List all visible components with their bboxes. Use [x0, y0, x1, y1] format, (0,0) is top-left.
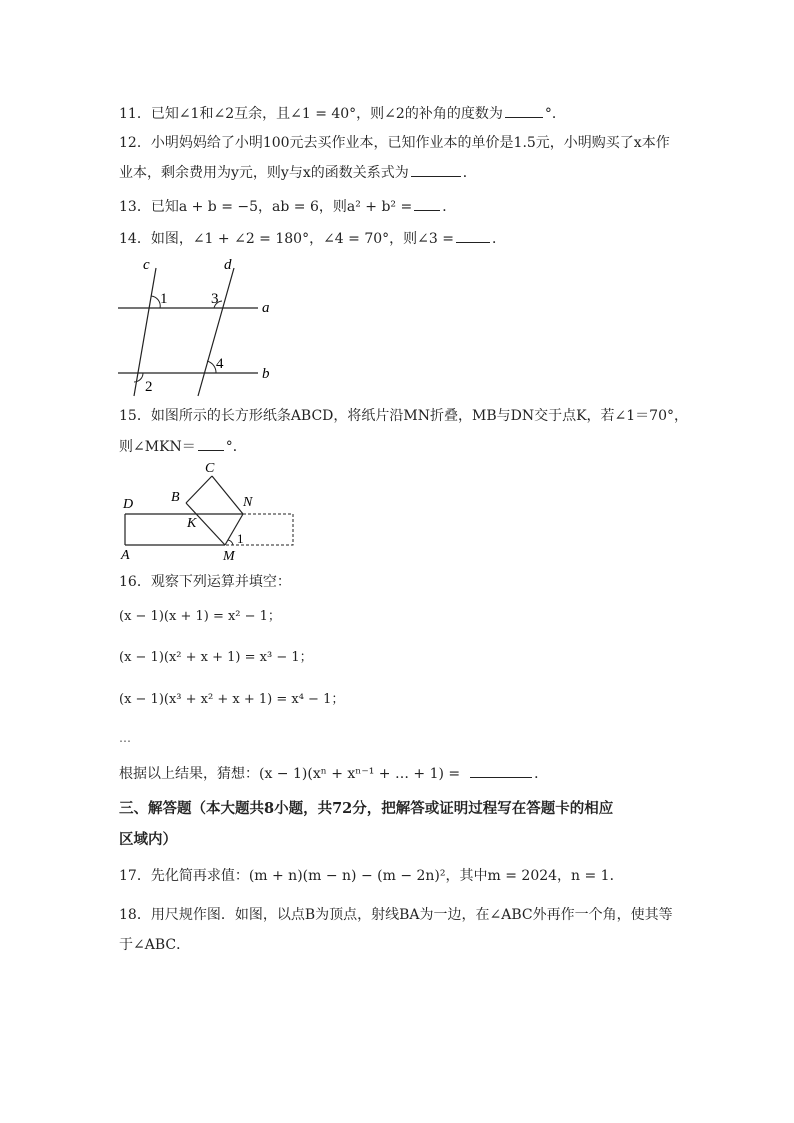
label-c: c [143, 257, 150, 273]
label-angle-2: 2 [145, 379, 153, 395]
question-14 [119, 228, 506, 249]
label-angle-1: 1 [237, 531, 244, 546]
label-K: K [187, 516, 197, 531]
label-b: b [262, 366, 270, 382]
question-12-line2 [119, 162, 477, 183]
label-C: C [205, 461, 215, 476]
angle-1-arc [151, 296, 160, 308]
label-angle-4: 4 [216, 356, 224, 372]
q16-answer-blank [470, 763, 532, 778]
q13-suffix: ． [442, 199, 457, 215]
q13-text: 13．已知a + b = −5，ab = 6，则a² + b² = [119, 199, 413, 215]
label-A: A [121, 548, 130, 563]
question-18-line2: 于∠ABC． [119, 937, 191, 953]
q16-equation-1: (x − 1)(x + 1) = x² − 1； [119, 609, 281, 624]
label-B: B [171, 490, 180, 505]
line-d [198, 268, 234, 396]
section-3-heading-line1: 三、解答题（本大题共8小题，共72分，把解答或证明过程写在答题卡的相应 [119, 800, 614, 817]
question-15-line1: 15．如图所示的长方形纸条ABCD，将纸片沿MN折叠，MB与DN交于点K，若∠1＝70°， [119, 408, 689, 424]
angle-4-arc [207, 361, 216, 373]
label-D: D [123, 497, 134, 512]
label-angle-3: 3 [211, 291, 219, 307]
q11-number: 11． [119, 106, 151, 122]
q16-ellipsis: … [119, 731, 131, 745]
question-17: 17．先化简再求值：(m + n)(m − n) − (m − 2n)²，其中m = 2024，n = 1． [119, 868, 624, 884]
q11-answer-blank [505, 103, 543, 118]
q16-equation-3: (x − 1)(x³ + x² + x + 1) = x⁴ − 1； [119, 692, 345, 707]
q15-text: 则∠MKN＝ [119, 439, 196, 455]
q16-guess [119, 763, 548, 784]
q15-answer-blank [198, 436, 224, 451]
q14-text: 14．如图，∠1 + ∠2 = 180°，∠4 = 70°，则∠3 = [119, 231, 454, 247]
label-d: d [224, 257, 232, 273]
question-16-intro: 16．观察下列运算并填空： [119, 574, 291, 590]
angle-2-arc [134, 373, 143, 382]
question-11 [119, 103, 566, 124]
question-18-line1: 18．用尺规作图．如图，以点B为顶点，射线BA为一边，在∠ABC外再作一个角，使其等 [119, 907, 673, 923]
figure-15-folded-strip [115, 458, 300, 564]
q12-suffix: ． [462, 165, 477, 181]
section-3-heading-line2: 区域内） [119, 831, 177, 848]
q15-suffix: °． [225, 439, 247, 455]
q12-text: 业本，剩余费用为y元，则y与x的函数关系式为 [119, 165, 409, 181]
q13-answer-blank [414, 196, 440, 211]
q16-suffix: ． [534, 766, 549, 782]
line-c [134, 268, 156, 396]
q14-suffix: ． [491, 231, 506, 247]
angle-1-arc [228, 540, 233, 545]
q12-answer-blank [411, 162, 461, 177]
label-N: N [243, 495, 253, 510]
q16-equation-2: (x − 1)(x² + x + 1) = x³ − 1； [119, 650, 313, 665]
q14-answer-blank [456, 228, 490, 243]
dashed-original-strip [225, 514, 293, 545]
edge-NC [212, 476, 243, 514]
question-13 [119, 196, 456, 217]
figure-14-parallel-lines [110, 252, 290, 400]
label-angle-1: 1 [160, 291, 168, 307]
q16-guess-text: 根据以上结果，猜想：(x − 1)(xⁿ + xⁿ⁻¹ + … + 1) = [119, 766, 461, 782]
question-15-line2 [119, 436, 247, 457]
q11-suffix: °． [544, 106, 566, 122]
label-M: M [223, 549, 235, 564]
q11-text: 已知∠1和∠2互余，且∠1 = 40°，则∠2的补角的度数为 [150, 106, 503, 122]
edge-CB [186, 476, 212, 503]
question-12-line1: 12．小明妈妈给了小明100元去买作业本，已知作业本的单价是1.5元，小明购买了x本作 [119, 135, 670, 151]
label-a: a [262, 300, 270, 316]
